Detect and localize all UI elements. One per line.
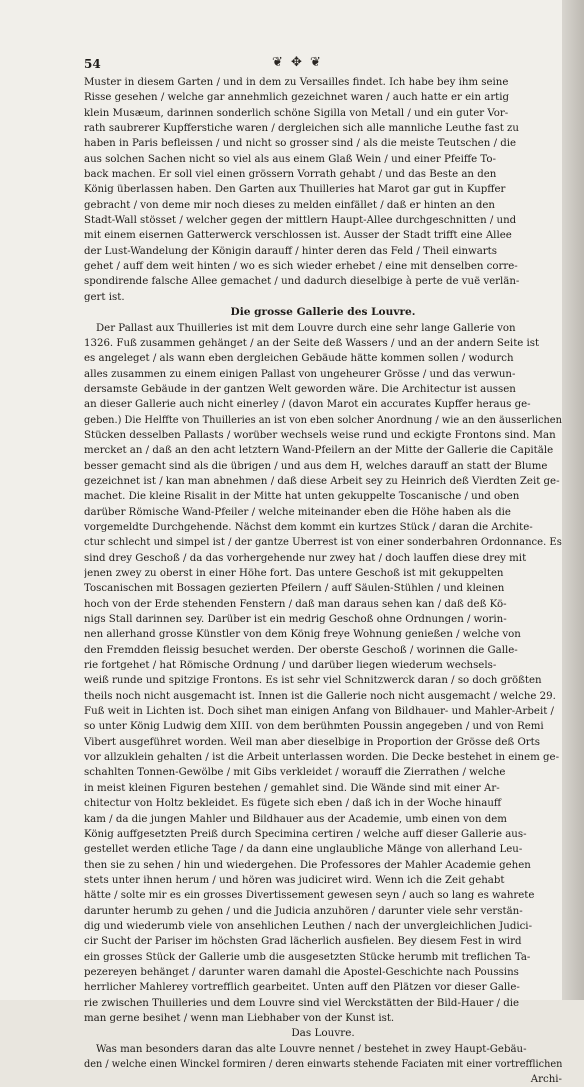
text-line: gestellet werden etliche Tage / da dann eine unglaubliche Mänge von allerhand Leu- (84, 844, 523, 856)
text-line: den Fremdden fleissig besuchet werden. Der oberste Geschoß / worinnen die Galle- (84, 644, 518, 656)
text-line: an dieser Gallerie auch nicht einerley / (davon Marot ein accurates Kupffer heraus ge- (84, 399, 531, 411)
text-line: sind drey Geschoß / da das vorhergehende nur zwey hat / doch lauffen diese drey mit (84, 552, 527, 564)
text-line: den / welche einen Winckel formiren / deren einwarts stehende Faciaten mit einer vortrefflichen (84, 1059, 563, 1070)
page-number: 54 (84, 57, 101, 71)
text-line: gebracht / von deme mir noch dieses zu melden einfället / daß er hinten an den (84, 199, 495, 211)
page-gutter (562, 0, 584, 1000)
text-line: in meist kleinen Figuren bestehen / gemahlet sind. Die Wände sind mit einer Ar- (84, 782, 500, 794)
text-line: nen allerhand grosse Künstler von dem König freye Wohnung genießen / welche von (84, 629, 521, 641)
text-line: man gerne besihet / wenn man Liebhaber von der Kunst ist. (84, 1012, 395, 1024)
paragraph-gallery (84, 321, 562, 1027)
text-line: chitectur von Holtz bekleidet. Es fügete sich eben / daß ich in der Woche hinauff (84, 798, 502, 810)
text-line: gert ist. (84, 291, 125, 303)
text-line: hoch von der Erde stehenden Fenstern / daß man daraus sehen kan / daß deß Kö- (84, 598, 507, 610)
text-line: rie zwischen Thuilleries und dem Louvre sind viel Werckstätten der Bild-Hauer / die (84, 997, 520, 1009)
text-line: Vibert ausgeführet worden. Weil man aber dieselbige in Proportion der Grösse deß Orts (84, 736, 541, 748)
text-line: schahlten Tonnen-Gewölbe / mit Gibs verkleidet / worauff die Zierrathen / welche (84, 767, 506, 779)
text-line: theils noch nicht ausgemacht ist. Innen ist die Gallerie noch nicht ausgemacht / welche 29. (84, 690, 556, 702)
text-line: Fuß weit in Lichten ist. Doch sihet man einigen Anfang von Bildhauer- und Mahler-Arbeit / (84, 706, 554, 718)
text-line: klein Musæum, darinnen sonderlich schöne Sigilla von Metall / und ein guter Vor- (84, 107, 509, 119)
paragraph-louvre (84, 1042, 562, 1073)
text-line: Risse gesehen / welche gar annehmlich gezeichnet waren / auch hatte er ein artig (84, 92, 510, 104)
text-line: Stücken desselben Pallasts / worüber wechsels weise rund und eckigte Frontons sind. Man (84, 429, 556, 441)
text-line: der Lust-Wandelung der Königin darauff / hinter deren das Feld / Theil einwarts (84, 245, 497, 257)
text-line: dig und wiederumb viele von ansehlichen Leuthen / nach der unvergleichlichen Judici- (84, 920, 533, 932)
text-line: darüber Römische Wand-Pfeiler / welche miteinander eben die Höhe haben als die (84, 506, 511, 518)
text-line: Was man besonders daran das alte Louvre nennet / bestehet in zwey Haupt-Gebäu- (96, 1043, 527, 1055)
text-line: geben.) Die Helffte von Thuilleries an ist von eben solcher Anordnung / wie an den äusserlichen (84, 414, 562, 426)
text-line: haben in Paris befleissen / und nicht so grosser sind / als die meiste Teutschen / die (84, 138, 517, 150)
text-line: mit einem eisernen Gatterwerck verschlossen ist. Ausser der Stadt trifft eine Allee (84, 230, 512, 242)
text-line: dersamste Gebäude in der gantzen Welt geworden wäre. Die Architectur ist aussen (84, 383, 516, 395)
catchword: Archi- (530, 1074, 562, 1086)
text-line: aus solchen Sachen nicht so viel als aus einem Glaß Wein / und einer Pfeiffe To- (84, 153, 496, 165)
text-line: back machen. Er soll viel einen grössern Vorrath gehabt / und das Beste an den (84, 169, 497, 181)
text-line: cir Sucht der Pariser im höchsten Grad lächerlich ausfielen. Bey diesem Fest in wird (84, 936, 522, 948)
text-line: gehet / auff dem weit hinten / wo es sich wieder erhebet / eine mit denselben corre- (84, 261, 518, 273)
text-line: rie fortgehet / hat Römische Ordnung / und darüber liegen wiederum wechsels- (84, 660, 497, 672)
text-line: weiß runde und spitzige Frontons. Es ist sehr viel Schnitzwerck daran / so doch größten (84, 675, 542, 687)
text-line: vor allzuklein gehalten / ist die Arbeit unterlassen worden. Die Decke bestehet in einem ge- (84, 752, 560, 764)
text-line: rath saubrerer Kupfferstiche waren / dergleichen sich alle mannliche Leuthe fast zu (84, 123, 519, 135)
text-line: hätte / solte mir es ein grosses Divertissement gewesen seyn / auch so lang es wahrete (84, 890, 535, 902)
text-line: herrlicher Mahlerey vortrefflich gearbeitet. Unten auff den Plätzen vor dieser Galle- (84, 982, 520, 994)
page-header (84, 57, 562, 75)
text-line: so unter König Ludwig dem XIII. von dem berühmten Poussin angegeben / und von Remi (84, 721, 544, 733)
text-line: ein grosses Stück der Gallerie umb die ausgesetzten Stücke herumb mit treflichen Ta- (84, 951, 531, 963)
text-line: Muster in diesem Garten / und in dem zu Versailles findet. Ich habe bey ihm seine (84, 77, 509, 88)
section-heading-louvre: Das Louvre. (291, 1027, 355, 1040)
text-line: gezeichnet ist / kan man abnehmen / daß diese Arbeit sey zu Heinrich deß Vierdten Zeit ge- (84, 475, 560, 487)
text-line: König überlassen haben. Den Garten aux Thuilleries hat Marot gar gut in Kupffer (84, 184, 506, 196)
text-line: darunter herumb zu gehen / und die Judicia anzuhören / darunter viele sehr verstän- (84, 905, 523, 917)
text-line: mercket an / daß an den acht letztern Wand-Pfeilern an der Mitte der Gallerie die Capitäle (84, 445, 554, 457)
text-line: nigs Stall darinnen sey. Darüber ist ein medrig Geschoß ohne Ordnungen / worin- (84, 614, 507, 626)
text-line: vorgemeldte Durchgehende. Nächst dem kommt ein kurtzes Stück / daran die Archite- (84, 521, 533, 533)
text-line: König auffgesetzten Preiß durch Specimina certiren / welche auff dieser Gallerie aus- (84, 828, 527, 840)
paragraph-garden (84, 75, 562, 305)
text-line: alles zusammen zu einem einigen Pallast von ungeheurer Grösse / und das verwun- (84, 368, 516, 380)
text-line: Stadt-Wall stösset / welcher gegen der mittlern Haupt-Allee durchgeschnitten / und (84, 215, 517, 227)
text-line: jenen zwey zu oberst in einer Höhe fort. Das untere Geschoß ist mit gekuppelten (84, 568, 504, 579)
text-line: besser gemacht sind als die übrigen / und aus dem H, welches darauff an statt der Blume (84, 460, 548, 472)
text-line: spondirende falsche Allee gemachet / und dadurch dieselbige à perte de vuë verlän- (84, 276, 520, 288)
text-line: es angeleget / als wann eben dergleichen Gebäude hätte kommen sollen / wodurch (84, 353, 514, 365)
text-line: machet. Die kleine Risalit in der Mitte hat unten gekuppelte Toscanische / und oben (84, 491, 520, 503)
text-line: ctur schlecht und simpel ist / der gantze Uberrest ist von einer sonderbahren Ordonnance. Es (84, 537, 562, 549)
body-text (84, 75, 562, 1087)
text-line: then sie zu sehen / hin und wiedergehen. Die Professores der Mahler Academie gehen (84, 859, 531, 871)
text-line: kam / da die jungen Mahler und Bildhauer aus der Academie, umb einen von dem (84, 813, 507, 825)
text-line: stets unter ihnen herum / und hören was judiciret wird. Wenn ich die Zeit gehabt (84, 874, 505, 886)
section-heading-gallery: Die grosse Gallerie des Louvre. (230, 306, 416, 319)
text-line: pezereyen behänget / darunter waren damahl die Apostel-Geschichte nach Poussins (84, 966, 519, 978)
text-line: Toscanischen mit Bossagen gezierten Pfeilern / auff Säulen-Stühlen / und kleinen (84, 583, 505, 595)
text-line: 1326. Fuß zusammen gehänget / an der Seite deß Wassers / und an der andern Seite ist (84, 337, 540, 349)
header-ornament-icon: ❦ ✥ ❦ (272, 55, 323, 70)
text-line: Der Pallast aux Thuilleries ist mit dem Louvre durch eine sehr lange Gallerie von (96, 322, 516, 334)
